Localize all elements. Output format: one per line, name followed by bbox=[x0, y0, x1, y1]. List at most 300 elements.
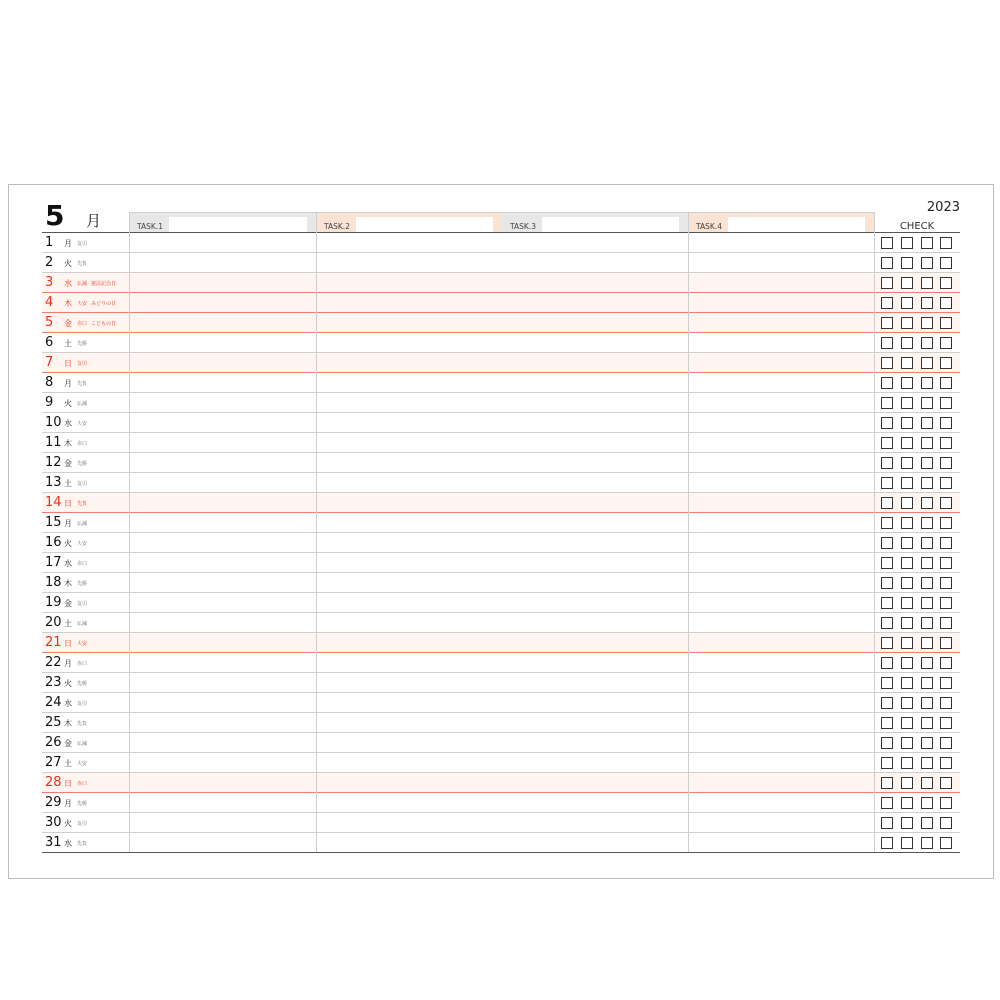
weekday-label: 木 bbox=[64, 579, 72, 588]
task-2-checkbox[interactable] bbox=[901, 397, 913, 409]
task-4-checkbox[interactable] bbox=[940, 777, 952, 789]
task-4-checkbox[interactable] bbox=[940, 377, 952, 389]
weekday-label: 土 bbox=[64, 759, 72, 768]
rokuyo-text: 仏滅 bbox=[77, 521, 88, 527]
task-2-checkbox[interactable] bbox=[901, 437, 913, 449]
task-1-checkbox[interactable] bbox=[881, 397, 893, 409]
rokuyo-label bbox=[77, 841, 87, 847]
task-2-checkbox[interactable] bbox=[901, 757, 913, 769]
holiday-name: こどもの日 bbox=[91, 321, 117, 327]
task-2-checkbox[interactable] bbox=[901, 837, 913, 849]
day-row bbox=[42, 773, 960, 793]
task-3-checkbox[interactable] bbox=[921, 297, 933, 309]
task-4-title-field[interactable] bbox=[728, 217, 865, 232]
check-column-label: CHECK bbox=[899, 221, 935, 232]
rokuyo-label bbox=[77, 821, 87, 827]
task-1-checkbox[interactable] bbox=[881, 337, 893, 349]
task-3-checkbox[interactable] bbox=[921, 317, 933, 329]
day-row bbox=[42, 313, 960, 333]
day-number: 23 bbox=[45, 675, 62, 690]
task-2-checkbox[interactable] bbox=[901, 257, 913, 269]
task-3-checkbox[interactable] bbox=[921, 537, 933, 549]
task-3-checkbox[interactable] bbox=[921, 717, 933, 729]
weekday-label: 水 bbox=[64, 559, 72, 568]
task-4-header bbox=[688, 212, 874, 233]
task-1-checkbox[interactable] bbox=[881, 437, 893, 449]
rokuyo-label bbox=[77, 701, 87, 707]
task-3-checkbox[interactable] bbox=[921, 237, 933, 249]
task-4-checkbox[interactable] bbox=[940, 737, 952, 749]
day-number: 1 bbox=[45, 235, 54, 250]
rokuyo-label bbox=[77, 301, 116, 307]
day-rows bbox=[42, 233, 960, 853]
task-4-checkbox[interactable] bbox=[940, 317, 952, 329]
task-2-checkbox[interactable] bbox=[901, 237, 913, 249]
day-number: 14 bbox=[45, 495, 62, 510]
rokuyo-text: 先負 bbox=[77, 261, 88, 267]
task-1-checkbox[interactable] bbox=[881, 537, 893, 549]
rokuyo-text: 仏滅 bbox=[77, 621, 88, 627]
column-divider bbox=[688, 212, 689, 852]
rokuyo-label bbox=[77, 281, 116, 287]
task-2-checkbox[interactable] bbox=[901, 557, 913, 569]
rokuyo-text: 先勝 bbox=[77, 461, 88, 467]
task-1-checkbox[interactable] bbox=[881, 797, 893, 809]
day-number: 4 bbox=[45, 295, 54, 310]
task-4-checkbox[interactable] bbox=[940, 357, 952, 369]
day-row bbox=[42, 533, 960, 553]
day-number: 24 bbox=[45, 695, 62, 710]
task-3-checkbox[interactable] bbox=[921, 497, 933, 509]
task-2-checkbox[interactable] bbox=[901, 537, 913, 549]
day-row bbox=[42, 833, 960, 853]
task-2-checkbox[interactable] bbox=[901, 337, 913, 349]
holiday-name: 憲法記念日 bbox=[91, 281, 117, 287]
task-4-checkbox[interactable] bbox=[940, 397, 952, 409]
task-4-checkbox[interactable] bbox=[940, 477, 952, 489]
weekday-label: 金 bbox=[64, 319, 72, 328]
column-divider bbox=[874, 212, 875, 852]
task-2-checkbox[interactable] bbox=[901, 577, 913, 589]
task-3-checkbox[interactable] bbox=[921, 837, 933, 849]
task-1-checkbox[interactable] bbox=[881, 657, 893, 669]
rokuyo-label bbox=[77, 641, 87, 647]
day-row bbox=[42, 253, 960, 273]
task-3-checkbox[interactable] bbox=[921, 757, 933, 769]
rokuyo-label bbox=[77, 421, 87, 427]
task-3-checkbox[interactable] bbox=[921, 737, 933, 749]
day-row bbox=[42, 393, 960, 413]
rokuyo-label bbox=[77, 321, 116, 327]
rokuyo-label bbox=[77, 541, 87, 547]
rokuyo-label bbox=[77, 781, 87, 787]
rokuyo-label bbox=[77, 741, 87, 747]
rokuyo-text: 大安 bbox=[77, 541, 88, 547]
rokuyo-text: 大安 bbox=[77, 301, 88, 307]
task-3-checkbox[interactable] bbox=[921, 437, 933, 449]
task-2-checkbox[interactable] bbox=[901, 457, 913, 469]
day-number: 19 bbox=[45, 595, 62, 610]
weekday-label: 土 bbox=[64, 619, 72, 628]
rokuyo-text: 先負 bbox=[77, 721, 88, 727]
column-divider bbox=[316, 212, 317, 852]
task-3-checkbox[interactable] bbox=[921, 257, 933, 269]
task-4-checkbox[interactable] bbox=[940, 817, 952, 829]
task-3-title-field[interactable] bbox=[542, 217, 679, 232]
task-2-checkbox[interactable] bbox=[901, 777, 913, 789]
rokuyo-label bbox=[77, 381, 87, 387]
rokuyo-text: 大安 bbox=[77, 421, 88, 427]
weekday-label: 月 bbox=[64, 799, 72, 808]
day-row bbox=[42, 633, 960, 653]
task-3-checkbox[interactable] bbox=[921, 777, 933, 789]
day-row bbox=[42, 553, 960, 573]
weekday-label: 木 bbox=[64, 299, 72, 308]
task-1-checkbox[interactable] bbox=[881, 277, 893, 289]
day-number: 29 bbox=[45, 795, 62, 810]
day-row bbox=[42, 653, 960, 673]
task-2-checkbox[interactable] bbox=[901, 797, 913, 809]
day-row bbox=[42, 793, 960, 813]
task-1-checkbox[interactable] bbox=[881, 457, 893, 469]
column-divider bbox=[129, 212, 130, 852]
task-3-checkbox[interactable] bbox=[921, 577, 933, 589]
weekday-label: 水 bbox=[64, 279, 72, 288]
task-3-checkbox[interactable] bbox=[921, 337, 933, 349]
task-1-checkbox[interactable] bbox=[881, 297, 893, 309]
task-4-checkbox[interactable] bbox=[940, 657, 952, 669]
day-number: 18 bbox=[45, 575, 62, 590]
task-3-header bbox=[502, 212, 688, 233]
rokuyo-label bbox=[77, 461, 87, 467]
day-number: 30 bbox=[45, 815, 62, 830]
task-2-checkbox[interactable] bbox=[901, 817, 913, 829]
rokuyo-text: 先負 bbox=[77, 841, 88, 847]
task-1-checkbox[interactable] bbox=[881, 717, 893, 729]
rokuyo-text: 仏滅 bbox=[77, 401, 88, 407]
task-4-checkbox[interactable] bbox=[940, 337, 952, 349]
task-3-checkbox[interactable] bbox=[921, 397, 933, 409]
task-1-checkbox[interactable] bbox=[881, 257, 893, 269]
rokuyo-text: 友引 bbox=[77, 361, 88, 367]
weekday-label: 火 bbox=[64, 259, 72, 268]
day-number: 27 bbox=[45, 755, 62, 770]
day-number: 17 bbox=[45, 555, 62, 570]
month-number: 5 bbox=[45, 199, 65, 232]
task-3-checkbox[interactable] bbox=[921, 477, 933, 489]
task-2-checkbox[interactable] bbox=[901, 717, 913, 729]
task-4-checkbox[interactable] bbox=[940, 757, 952, 769]
weekday-label: 火 bbox=[64, 399, 72, 408]
day-row bbox=[42, 573, 960, 593]
day-row bbox=[42, 293, 960, 313]
footer-rule bbox=[42, 852, 960, 853]
task-3-checkbox[interactable] bbox=[921, 617, 933, 629]
task-2-label: TASK.2 bbox=[324, 222, 350, 231]
day-number: 10 bbox=[45, 415, 62, 430]
task-1-checkbox[interactable] bbox=[881, 317, 893, 329]
day-row bbox=[42, 713, 960, 733]
task-4-checkbox[interactable] bbox=[940, 517, 952, 529]
task-2-checkbox[interactable] bbox=[901, 677, 913, 689]
task-1-checkbox[interactable] bbox=[881, 677, 893, 689]
task-3-checkbox[interactable] bbox=[921, 357, 933, 369]
day-row bbox=[42, 453, 960, 473]
weekday-label: 水 bbox=[64, 699, 72, 708]
task-1-checkbox[interactable] bbox=[881, 817, 893, 829]
weekday-label: 金 bbox=[64, 599, 72, 608]
task-1-checkbox[interactable] bbox=[881, 637, 893, 649]
rokuyo-text: 友引 bbox=[77, 701, 88, 707]
holiday-name: みどりの日 bbox=[91, 301, 117, 307]
task-4-checkbox[interactable] bbox=[940, 437, 952, 449]
task-3-checkbox[interactable] bbox=[921, 817, 933, 829]
rokuyo-text: 先勝 bbox=[77, 681, 88, 687]
task-1-checkbox[interactable] bbox=[881, 237, 893, 249]
weekday-label: 木 bbox=[64, 719, 72, 728]
rokuyo-text: 大安 bbox=[77, 641, 88, 647]
task-3-checkbox[interactable] bbox=[921, 797, 933, 809]
task-3-checkbox[interactable] bbox=[921, 417, 933, 429]
rokuyo-text: 仏滅 bbox=[77, 741, 88, 747]
day-number: 9 bbox=[45, 395, 54, 410]
task-3-checkbox[interactable] bbox=[921, 697, 933, 709]
day-row bbox=[42, 593, 960, 613]
day-row bbox=[42, 233, 960, 253]
day-row bbox=[42, 273, 960, 293]
day-number: 16 bbox=[45, 535, 62, 550]
task-2-checkbox[interactable] bbox=[901, 497, 913, 509]
task-1-checkbox[interactable] bbox=[881, 737, 893, 749]
rokuyo-text: 赤口 bbox=[77, 661, 88, 667]
rokuyo-text: 赤口 bbox=[77, 561, 88, 567]
task-3-checkbox[interactable] bbox=[921, 277, 933, 289]
task-4-checkbox[interactable] bbox=[940, 837, 952, 849]
weekday-label: 月 bbox=[64, 379, 72, 388]
task-1-label: TASK.1 bbox=[137, 222, 163, 231]
day-row bbox=[42, 813, 960, 833]
task-4-checkbox[interactable] bbox=[940, 457, 952, 469]
day-number: 26 bbox=[45, 735, 62, 750]
task-4-checkbox[interactable] bbox=[940, 257, 952, 269]
rokuyo-text: 先勝 bbox=[77, 341, 88, 347]
task-1-title-field[interactable] bbox=[169, 217, 307, 232]
task-1-checkbox[interactable] bbox=[881, 497, 893, 509]
task-1-checkbox[interactable] bbox=[881, 377, 893, 389]
day-row bbox=[42, 513, 960, 533]
task-4-checkbox[interactable] bbox=[940, 717, 952, 729]
rokuyo-text: 友引 bbox=[77, 821, 88, 827]
day-row bbox=[42, 493, 960, 513]
task-2-checkbox[interactable] bbox=[901, 297, 913, 309]
weekday-label: 金 bbox=[64, 739, 72, 748]
day-number: 25 bbox=[45, 715, 62, 730]
task-3-label: TASK.3 bbox=[510, 222, 536, 231]
task-4-checkbox[interactable] bbox=[940, 237, 952, 249]
task-4-checkbox[interactable] bbox=[940, 797, 952, 809]
rokuyo-label bbox=[77, 361, 87, 367]
day-row bbox=[42, 353, 960, 373]
rokuyo-text: 仏滅 bbox=[77, 281, 88, 287]
task-4-checkbox[interactable] bbox=[940, 277, 952, 289]
rokuyo-text: 先負 bbox=[77, 381, 88, 387]
task-4-checkbox[interactable] bbox=[940, 417, 952, 429]
weekday-label: 水 bbox=[64, 839, 72, 848]
day-row bbox=[42, 693, 960, 713]
rokuyo-text: 友引 bbox=[77, 481, 88, 487]
task-2-checkbox[interactable] bbox=[901, 377, 913, 389]
rokuyo-text: 赤口 bbox=[77, 441, 88, 447]
task-4-checkbox[interactable] bbox=[940, 697, 952, 709]
task-1-checkbox[interactable] bbox=[881, 557, 893, 569]
day-number: 3 bbox=[45, 275, 54, 290]
rokuyo-text: 友引 bbox=[77, 241, 88, 247]
task-4-checkbox[interactable] bbox=[940, 637, 952, 649]
rokuyo-label bbox=[77, 721, 87, 727]
weekday-label: 日 bbox=[64, 499, 72, 508]
day-number: 7 bbox=[45, 355, 54, 370]
rokuyo-label bbox=[77, 561, 87, 567]
rokuyo-label bbox=[77, 761, 87, 767]
rokuyo-text: 大安 bbox=[77, 761, 88, 767]
day-number: 21 bbox=[45, 635, 62, 650]
day-number: 31 bbox=[45, 835, 62, 850]
task-2-checkbox[interactable] bbox=[901, 737, 913, 749]
task-2-checkbox[interactable] bbox=[901, 417, 913, 429]
day-number: 5 bbox=[45, 315, 54, 330]
weekday-label: 火 bbox=[64, 539, 72, 548]
task-4-label: TASK.4 bbox=[696, 222, 722, 231]
task-3-checkbox[interactable] bbox=[921, 597, 933, 609]
task-1-checkbox[interactable] bbox=[881, 597, 893, 609]
weekday-label: 日 bbox=[64, 639, 72, 648]
task-2-checkbox[interactable] bbox=[901, 277, 913, 289]
task-4-checkbox[interactable] bbox=[940, 537, 952, 549]
task-1-checkbox[interactable] bbox=[881, 517, 893, 529]
day-number: 28 bbox=[45, 775, 62, 790]
task-2-header bbox=[316, 212, 502, 233]
day-row bbox=[42, 333, 960, 353]
task-4-checkbox[interactable] bbox=[940, 557, 952, 569]
rokuyo-label bbox=[77, 241, 87, 247]
weekday-label: 日 bbox=[64, 359, 72, 368]
rokuyo-text: 先負 bbox=[77, 501, 88, 507]
task-4-checkbox[interactable] bbox=[940, 617, 952, 629]
task-3-checkbox[interactable] bbox=[921, 377, 933, 389]
task-3-checkbox[interactable] bbox=[921, 637, 933, 649]
rokuyo-text: 先勝 bbox=[77, 801, 88, 807]
weekday-label: 日 bbox=[64, 779, 72, 788]
task-4-checkbox[interactable] bbox=[940, 577, 952, 589]
day-row bbox=[42, 673, 960, 693]
rokuyo-label bbox=[77, 521, 87, 527]
weekday-label: 火 bbox=[64, 679, 72, 688]
task-2-checkbox[interactable] bbox=[901, 697, 913, 709]
task-1-checkbox[interactable] bbox=[881, 417, 893, 429]
day-row bbox=[42, 433, 960, 453]
task-1-checkbox[interactable] bbox=[881, 837, 893, 849]
task-2-checkbox[interactable] bbox=[901, 657, 913, 669]
day-number: 15 bbox=[45, 515, 62, 530]
rokuyo-label bbox=[77, 401, 87, 407]
task-1-checkbox[interactable] bbox=[881, 577, 893, 589]
task-3-checkbox[interactable] bbox=[921, 557, 933, 569]
task-4-checkbox[interactable] bbox=[940, 677, 952, 689]
day-number: 12 bbox=[45, 455, 62, 470]
weekday-label: 土 bbox=[64, 479, 72, 488]
weekday-label: 水 bbox=[64, 419, 72, 428]
task-1-checkbox[interactable] bbox=[881, 777, 893, 789]
rokuyo-text: 先勝 bbox=[77, 581, 88, 587]
day-number: 13 bbox=[45, 475, 62, 490]
task-2-checkbox[interactable] bbox=[901, 637, 913, 649]
weekday-label: 月 bbox=[64, 239, 72, 248]
rokuyo-label bbox=[77, 621, 87, 627]
task-3-checkbox[interactable] bbox=[921, 517, 933, 529]
day-number: 22 bbox=[45, 655, 62, 670]
rokuyo-label bbox=[77, 501, 87, 507]
task-2-checkbox[interactable] bbox=[901, 617, 913, 629]
weekday-label: 土 bbox=[64, 339, 72, 348]
weekday-label: 金 bbox=[64, 459, 72, 468]
rokuyo-label bbox=[77, 481, 87, 487]
task-4-checkbox[interactable] bbox=[940, 597, 952, 609]
task-1-checkbox[interactable] bbox=[881, 697, 893, 709]
rokuyo-text: 赤口 bbox=[77, 321, 88, 327]
weekday-label: 月 bbox=[64, 519, 72, 528]
weekday-label: 木 bbox=[64, 439, 72, 448]
task-2-checkbox[interactable] bbox=[901, 597, 913, 609]
task-1-checkbox[interactable] bbox=[881, 757, 893, 769]
rokuyo-label bbox=[77, 581, 87, 587]
task-3-checkbox[interactable] bbox=[921, 457, 933, 469]
task-3-checkbox[interactable] bbox=[921, 677, 933, 689]
rokuyo-label bbox=[77, 661, 87, 667]
rokuyo-label bbox=[77, 341, 87, 347]
task-1-checkbox[interactable] bbox=[881, 357, 893, 369]
task-2-checkbox[interactable] bbox=[901, 477, 913, 489]
task-2-title-field[interactable] bbox=[356, 217, 493, 232]
month-unit: 月 bbox=[86, 212, 102, 230]
day-row bbox=[42, 613, 960, 633]
day-row bbox=[42, 473, 960, 493]
day-number: 11 bbox=[45, 435, 62, 450]
rokuyo-label bbox=[77, 261, 87, 267]
task-2-checkbox[interactable] bbox=[901, 357, 913, 369]
task-1-header bbox=[129, 212, 316, 233]
task-2-checkbox[interactable] bbox=[901, 317, 913, 329]
task-3-checkbox[interactable] bbox=[921, 657, 933, 669]
rokuyo-label bbox=[77, 441, 87, 447]
day-number: 8 bbox=[45, 375, 54, 390]
rokuyo-text: 赤口 bbox=[77, 781, 88, 787]
task-1-checkbox[interactable] bbox=[881, 617, 893, 629]
task-4-checkbox[interactable] bbox=[940, 297, 952, 309]
day-number: 20 bbox=[45, 615, 62, 630]
day-number: 2 bbox=[45, 255, 54, 270]
rokuyo-label bbox=[77, 601, 87, 607]
task-1-checkbox[interactable] bbox=[881, 477, 893, 489]
day-row bbox=[42, 413, 960, 433]
weekday-label: 月 bbox=[64, 659, 72, 668]
rokuyo-label bbox=[77, 681, 87, 687]
task-4-checkbox[interactable] bbox=[940, 497, 952, 509]
day-row bbox=[42, 733, 960, 753]
day-number: 6 bbox=[45, 335, 54, 350]
rokuyo-text: 友引 bbox=[77, 601, 88, 607]
task-2-checkbox[interactable] bbox=[901, 517, 913, 529]
rokuyo-label bbox=[77, 801, 87, 807]
